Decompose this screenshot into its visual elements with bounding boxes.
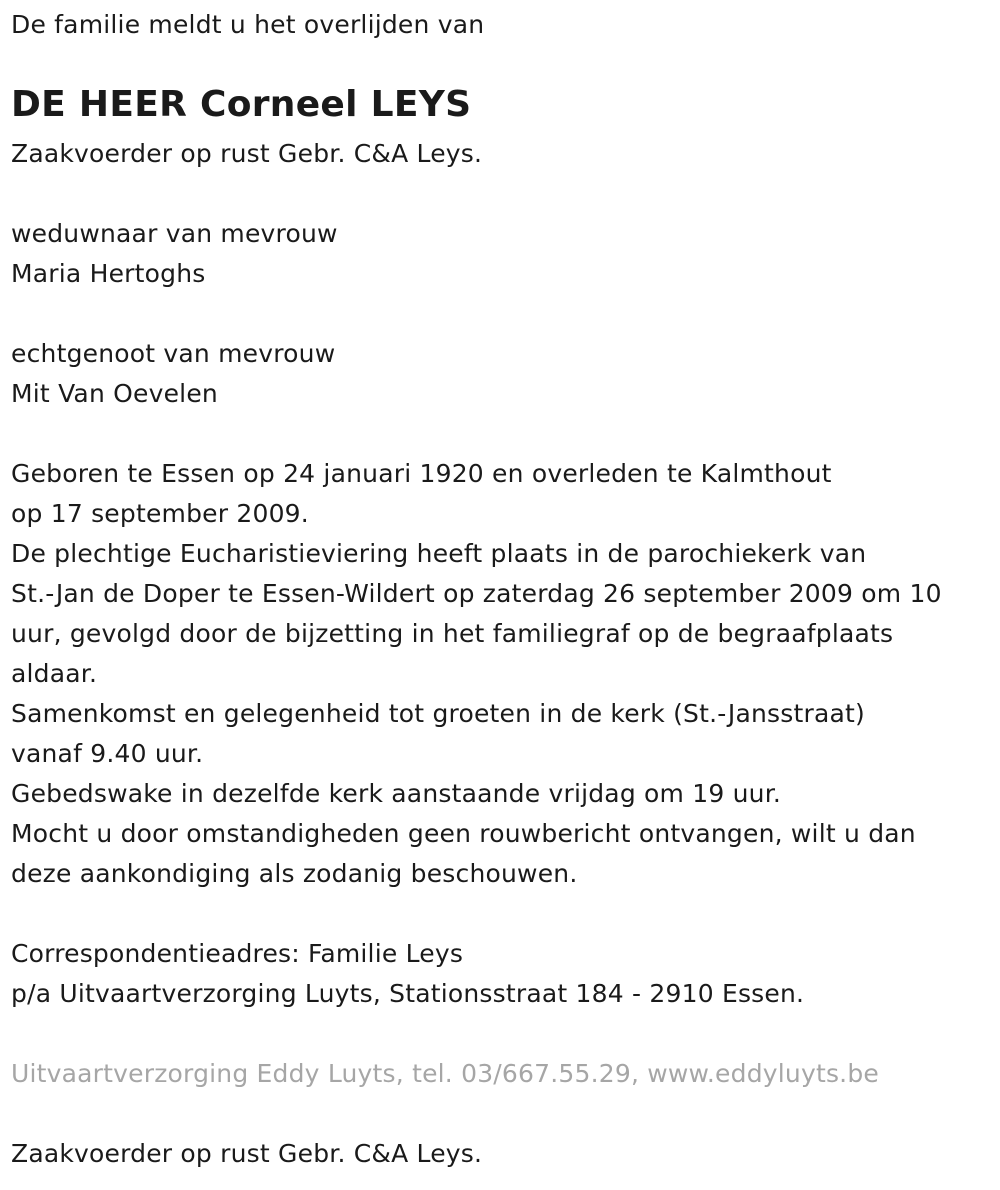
funeral-home-credit: Uitvaartverzorging Eddy Luyts, tel. 03/667.55.29, www.eddyluyts.be: [11, 1059, 879, 1088]
body-line: deze aankondiging als zodanig beschouwen.: [11, 859, 578, 888]
body-line: St.-Jan de Doper te Essen-Wildert op zaterdag 26 september 2009 om 10: [11, 579, 942, 608]
correspondence-line-1: Correspondentieadres: Familie Leys: [11, 939, 464, 968]
correspondence-line-2: p/a Uitvaartverzorging Luyts, Stationsstraat 184 - 2910 Essen.: [11, 979, 805, 1008]
body-line: vanaf 9.40 uur.: [11, 739, 204, 768]
body-line: uur, gevolgd door de bijzetting in het familiegraf op de begraafplaats: [11, 619, 894, 648]
closing-text: Zaakvoerder op rust Gebr. C&A Leys.: [11, 1139, 483, 1168]
intro-text: De familie meldt u het overlijden van: [11, 10, 485, 39]
body-line: aldaar.: [11, 659, 98, 688]
body-line: De plechtige Eucharistieviering heeft plaats in de parochiekerk van: [11, 539, 867, 568]
deceased-function: Zaakvoerder op rust Gebr. C&A Leys.: [11, 139, 483, 168]
body-line: Gebedswake in dezelfde kerk aanstaande vrijdag om 19 uur.: [11, 779, 782, 808]
body-line: Mocht u door omstandigheden geen rouwbericht ontvangen, wilt u dan: [11, 819, 916, 848]
relation-2-label: echtgenoot van mevrouw: [11, 339, 336, 368]
relation-1-name: Maria Hertoghs: [11, 259, 206, 288]
relation-1-label: weduwnaar van mevrouw: [11, 219, 338, 248]
deceased-name: DE HEER Corneel LEYS: [11, 84, 472, 125]
body-line: op 17 september 2009.: [11, 499, 309, 528]
body-line: Samenkomst en gelegenheid tot groeten in de kerk (St.-Jansstraat): [11, 699, 865, 728]
body-line: Geboren te Essen op 24 januari 1920 en overleden te Kalmthout: [11, 459, 832, 488]
relation-2-name: Mit Van Oevelen: [11, 379, 218, 408]
